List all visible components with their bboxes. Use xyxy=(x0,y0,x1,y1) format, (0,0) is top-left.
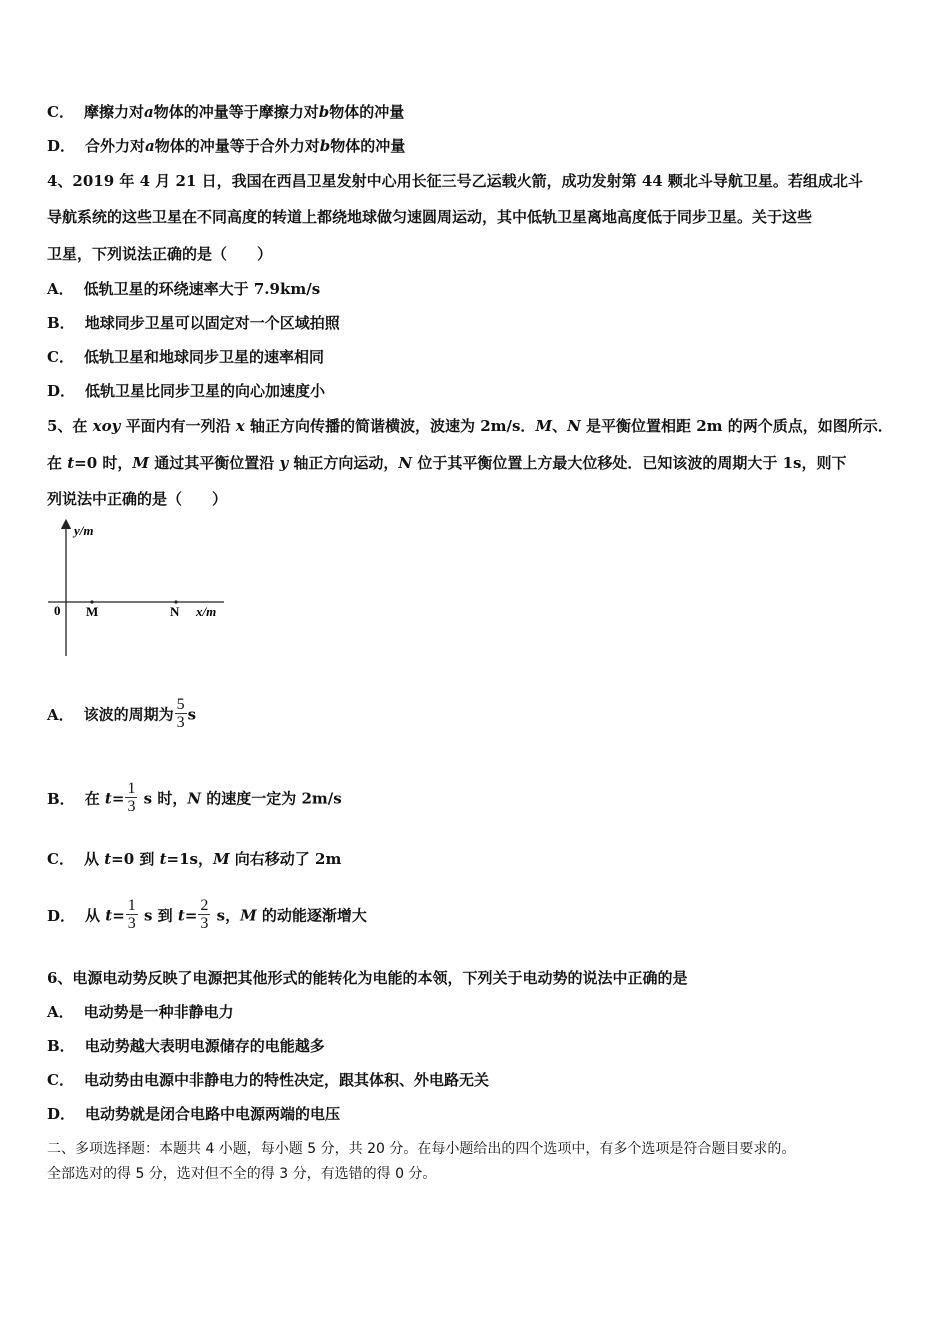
q4-stem-line-2: 导航系统的这些卫星在不同高度的转道上都绕地球做匀速圆周运动，其中低轨卫星离地高度低于同步卫星。关于这些 xyxy=(47,208,813,226)
section-2-instructions: 全部选对的得 5 分，选对但不全的得 3 分，有选错的得 0 分。 xyxy=(47,1166,437,1182)
fraction-two-thirds: $\frac{2}{3}$ xyxy=(200,897,209,932)
point-m-label: M xyxy=(86,604,99,619)
q5-option-c: C． 从 t=0 到 t=1s，M 向右移动了 2m xyxy=(47,850,342,868)
wave-axes-figure xyxy=(44,518,234,660)
q4-option-b: B． 地球同步卫星可以固定对一个区域拍照 xyxy=(47,314,340,332)
q5-option-b: B． 在 t= $\frac{1}{3}$ s 时，N 的速度一定为 2m/s xyxy=(47,780,342,815)
q6-option-b: B． 电动势越大表明电源储存的电能越多 xyxy=(47,1037,325,1055)
q4-stem-line-3: 卫星，下列说法正确的是（ ） xyxy=(47,245,273,263)
q5-stem-line-2: 在 t=0 时，M 通过其平衡位置沿 y 轴正方向运动，N 位于其平衡位置上方最大位移处．已知该波的周期大于 1s，则下 xyxy=(47,454,847,472)
q6-option-d: D． 电动势就是闭合电路中电源两端的电压 xyxy=(47,1105,341,1123)
q5-stem-line-1: 5、在 xoy 平面内有一列沿 x 轴正方向传播的简谐横波，波速为 2m/s．M、N 是平衡位置相距 2m 的两个质点，如图所示． xyxy=(47,417,893,435)
fraction-one-third: $\frac{1}{3}$ xyxy=(127,780,136,815)
origin-label: 0 xyxy=(54,603,61,618)
q5-option-a: A． 该波的周期为 $\frac{5}{3}$ s xyxy=(47,696,197,731)
q5-option-d: D． 从 t= $\frac{1}{3}$ s 到 t= $\frac{2}{3}$ s，M 的动能逐渐增大 xyxy=(47,897,367,932)
q6-option-a: A． 电动势是一种非静电力 xyxy=(47,1003,234,1021)
q6-option-c: C． 电动势由电源中非静电力的特性决定，跟其体积、外电路无关 xyxy=(47,1071,489,1089)
y-axis-label: y/m xyxy=(74,523,94,538)
q3-option-c: C． 摩擦力对a物体的冲量等于摩擦力对b物体的冲量 xyxy=(47,103,405,121)
section-2-heading: 二、多项选择题：本题共 4 小题，每小题 5 分，共 20 分。在每小题给出的四个选项中，有多个选项是符合题目要求的。 xyxy=(47,1141,796,1157)
x-axis-label: x/m xyxy=(196,604,217,619)
point-n-label: N xyxy=(170,604,180,619)
q4-option-a: A． 低轨卫星的环绕速率大于 7.9km/s xyxy=(47,280,321,298)
fraction-five-thirds: $\frac{5}{3}$ xyxy=(176,696,185,731)
q5-stem-line-3: 列说法中正确的是（ ） xyxy=(47,490,228,508)
fraction-one-third: $\frac{1}{3}$ xyxy=(127,897,136,932)
q6-stem: 6、电源电动势反映了电源把其他形式的能转化为电能的本领，下列关于电动势的说法中正确的是 xyxy=(47,969,688,987)
q4-stem-line-1: 4、2019 年 4 月 21 日，我国在西昌卫星发射中心用长征三号乙运载火箭，成功发射第 44 颗北斗导航卫星。若组成北斗 xyxy=(47,172,863,190)
q4-option-d: D． 低轨卫星比同步卫星的向心加速度小 xyxy=(47,382,326,400)
q3-option-d: D． 合外力对a物体的冲量等于合外力对b物体的冲量 xyxy=(47,137,406,155)
q4-option-c: C． 低轨卫星和地球同步卫星的速率相同 xyxy=(47,348,324,366)
